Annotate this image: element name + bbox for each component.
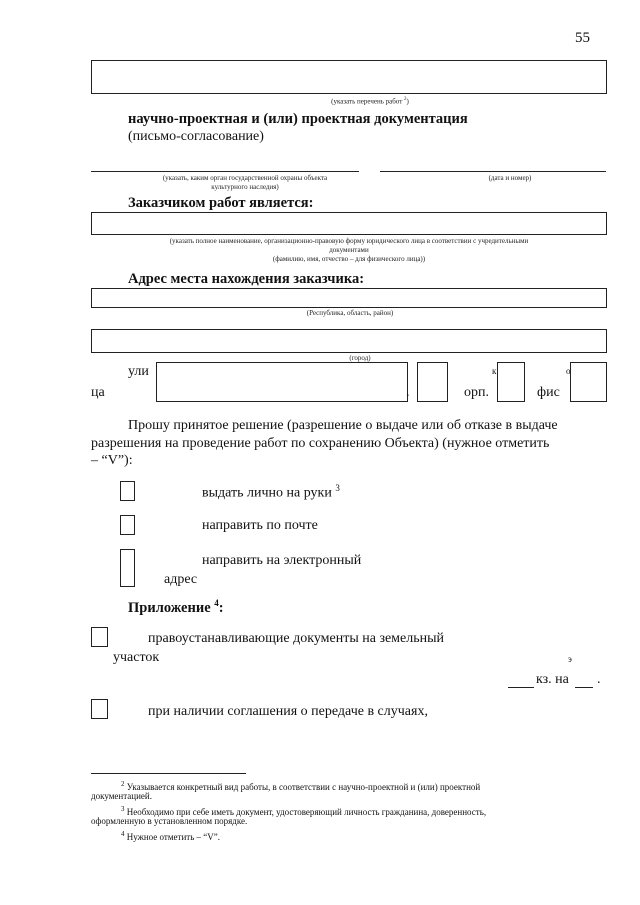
option-email-label-2: адрес xyxy=(164,572,198,587)
attachment-1-pages-line xyxy=(575,687,593,688)
dot-separator: . xyxy=(406,385,410,400)
document-type-subtitle: (письмо-согласование) xyxy=(128,129,264,144)
date-caption: (дата и номер) xyxy=(488,174,532,182)
region-caption: (Республика, область, район) xyxy=(306,309,394,317)
customer-heading: Заказчиком работ является: xyxy=(128,195,314,211)
page-number: 55 xyxy=(575,30,590,46)
street-label-bottom: ца xyxy=(91,385,105,400)
attachment-1-checkbox[interactable] xyxy=(91,627,108,647)
region-field[interactable] xyxy=(91,288,607,308)
customer-caption-2: документами xyxy=(329,246,369,254)
request-text-2: разрешения на проведение работ по сохранению Объекта) (нужное отметить xyxy=(91,436,550,451)
works-list-field[interactable] xyxy=(91,60,607,94)
footnote-2: $^2$ Указывается конкретный вид работы, в соответствии с научно-проектной и (или) проектной xyxy=(121,780,481,792)
attachment-1-text-2: участок xyxy=(113,650,160,665)
footnote-4: $^4$ Нужное отметить – “V”. xyxy=(121,830,221,842)
footnote-2-cont: документацией. xyxy=(91,791,152,801)
option-mail-checkbox[interactable] xyxy=(120,515,135,535)
attachment-1-end: . xyxy=(597,672,601,687)
organ-line xyxy=(91,171,359,172)
corp-label: орп. xyxy=(464,385,489,400)
city-caption: (город) xyxy=(349,354,371,362)
street-field[interactable] xyxy=(156,362,408,402)
city-field[interactable] xyxy=(91,329,607,353)
corp-fragment: к xyxy=(492,366,497,376)
attachment-1-copies-label: кз. на xyxy=(536,672,569,687)
date-line xyxy=(380,171,606,172)
footnote-3-cont: оформленную в установленном порядке. xyxy=(91,816,248,826)
attachment-1-text-1: правоустанавливающие документы на земельный xyxy=(148,631,445,646)
attachment-1-fragment: э xyxy=(568,654,572,664)
office-fragment: о xyxy=(566,366,571,376)
option-mail-label: направить по почте xyxy=(202,518,318,533)
option-email-checkbox[interactable] xyxy=(120,549,135,587)
attachment-2-checkbox[interactable] xyxy=(91,699,108,719)
works-caption: (указать перечень работ $^2$) xyxy=(331,97,409,106)
building-field[interactable] xyxy=(417,362,448,402)
attachment-1-copies-line xyxy=(508,687,534,688)
footnote-3: $^3$ Необходимо при себе иметь документ, удостоверяющий личность гражданина, доверенность, xyxy=(121,805,487,817)
organ-caption-2: культурного наследия) xyxy=(211,183,279,191)
office-field[interactable] xyxy=(570,362,607,402)
attachment-heading: Приложение $^4$: xyxy=(128,598,224,616)
customer-caption-1: (указать полное наименование, организационно-правовую форму юридического лица в соответствии с учредительными xyxy=(169,237,529,245)
corpus-field[interactable] xyxy=(497,362,525,402)
organ-caption-1: (указать, каким орган государственной охраны объекта xyxy=(162,174,328,182)
office-label: фис xyxy=(537,385,560,400)
request-text-3: – “V”): xyxy=(91,453,133,468)
address-heading: Адрес места нахождения заказчика: xyxy=(128,271,365,287)
street-label-top: ули xyxy=(128,364,149,379)
attachment-2-text-1: при наличии соглашения о передаче в случаях, xyxy=(148,704,428,719)
option-hand-checkbox[interactable] xyxy=(120,481,135,501)
request-text-1: Прошу принятое решение (разрешение о выдаче или об отказе в выдаче xyxy=(128,418,558,433)
option-hand-label: выдать лично на руки $^3$ xyxy=(202,483,340,501)
customer-name-field[interactable] xyxy=(91,212,607,235)
customer-caption-3: (фамилию, имя, отчество – для физического лица)) xyxy=(272,255,426,263)
document-type-title: научно-проектная и (или) проектная документация xyxy=(128,111,468,127)
footnote-separator xyxy=(91,773,246,774)
option-email-label-1: направить на электронный xyxy=(202,553,362,568)
